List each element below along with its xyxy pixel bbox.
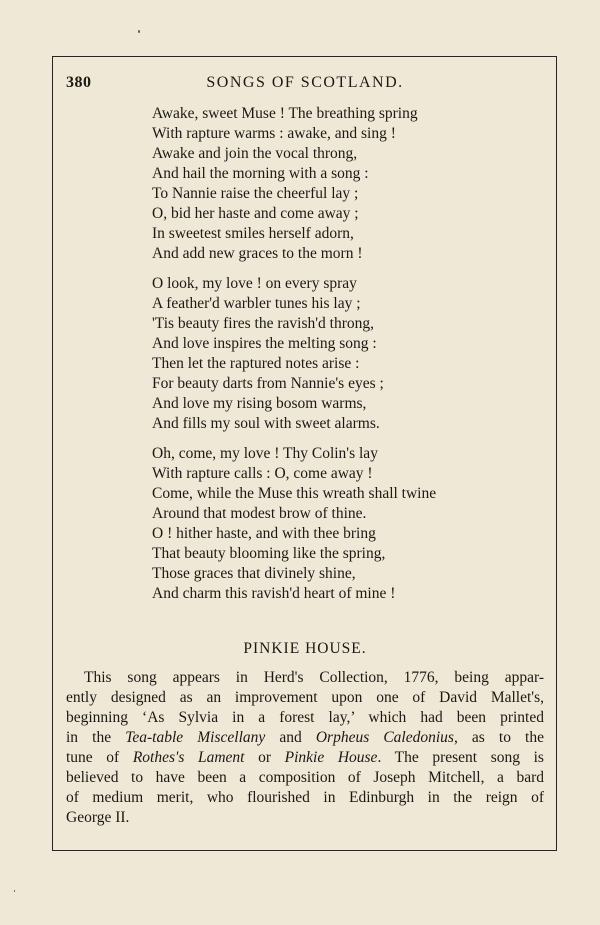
poem-line: That beauty blooming like the spring,: [152, 545, 386, 562]
poem-line: And hail the morning with a song :: [152, 165, 369, 182]
poem-line: Around that modest brow of thine.: [152, 505, 367, 522]
poem-line: And charm this ravish'd heart of mine !: [152, 585, 396, 602]
paper-speck: [138, 30, 140, 33]
poem-line: O ! hither haste, and with thee bring: [152, 525, 376, 542]
poem: [152, 104, 512, 614]
stanza-2: [152, 274, 512, 434]
running-title: SONGS OF SCOTLAND.: [206, 74, 404, 91]
poem-line: O look, my love ! on every spray: [152, 275, 357, 292]
poem-line: Oh, come, my love ! Thy Colin's lay: [152, 445, 378, 462]
poem-line: Those graces that divinely shine,: [152, 565, 356, 582]
commentary-paragraph: [66, 668, 544, 828]
prose-line: [66, 748, 544, 768]
page-header: [66, 74, 544, 96]
poem-line: In sweetest smiles herself adorn,: [152, 225, 354, 242]
stanza-3: [152, 444, 512, 604]
poem-line: Awake, sweet Muse ! The breathing spring: [152, 105, 418, 122]
poem-line: And love inspires the melting song :: [152, 335, 377, 352]
page-number: 380: [66, 74, 92, 91]
poem-line: Awake and join the vocal throng,: [152, 145, 358, 162]
poem-line: With rapture warms : awake, and sing !: [152, 125, 396, 142]
poem-line: 'Tis beauty fires the ravish'd throng,: [152, 315, 374, 332]
poem-line: To Nannie raise the cheerful lay ;: [152, 185, 359, 202]
prose-line: of medium merit, who flourished in Edinburgh in the reign of: [66, 789, 544, 806]
poem-line: A feather'd warbler tunes his lay ;: [152, 295, 361, 312]
poem-line: Come, while the Muse this wreath shall twine: [152, 485, 437, 502]
poem-line: With rapture calls : O, come away !: [152, 465, 373, 482]
paper-speck: [14, 890, 15, 892]
poem-line: For beauty darts from Nannie's eyes ;: [152, 375, 384, 392]
prose-line: [66, 728, 544, 748]
poem-line: And love my rising bosom warms,: [152, 395, 367, 412]
italic-title: Orpheus Caledonius: [315, 729, 454, 746]
italic-title: Tea-table Miscellany: [125, 729, 266, 746]
prose-line: George II.: [66, 809, 130, 826]
prose-text: or: [244, 749, 285, 766]
prose-text: . The present song is: [377, 749, 544, 766]
prose-line: beginning ‘As Sylvia in a forest lay,’ which had been printed: [66, 709, 544, 726]
poem-line: And fills my soul with sweet alarms.: [152, 415, 380, 432]
prose-text: tune of: [66, 749, 133, 766]
poem-line: And add new graces to the morn !: [152, 245, 363, 262]
stanza-1: [152, 104, 512, 264]
italic-title: Rothes's Lament: [132, 749, 245, 766]
prose-text: in the: [66, 729, 126, 746]
prose-line: believed to have been a composition of Joseph Mitchell, a bard: [66, 769, 544, 786]
prose-line: This song appears in Herd's Collection, 1776, being appar-: [84, 669, 544, 686]
prose-text: , as to the: [453, 729, 544, 746]
section-title: PINKIE HOUSE.: [243, 640, 367, 657]
prose-text: and: [265, 729, 316, 746]
italic-title: Pinkie House: [284, 749, 378, 766]
poem-line: O, bid her haste and come away ;: [152, 205, 359, 222]
prose-line: ently designed as an improvement upon one of David Mallet's,: [66, 689, 544, 706]
poem-line: Then let the raptured notes arise :: [152, 355, 360, 372]
